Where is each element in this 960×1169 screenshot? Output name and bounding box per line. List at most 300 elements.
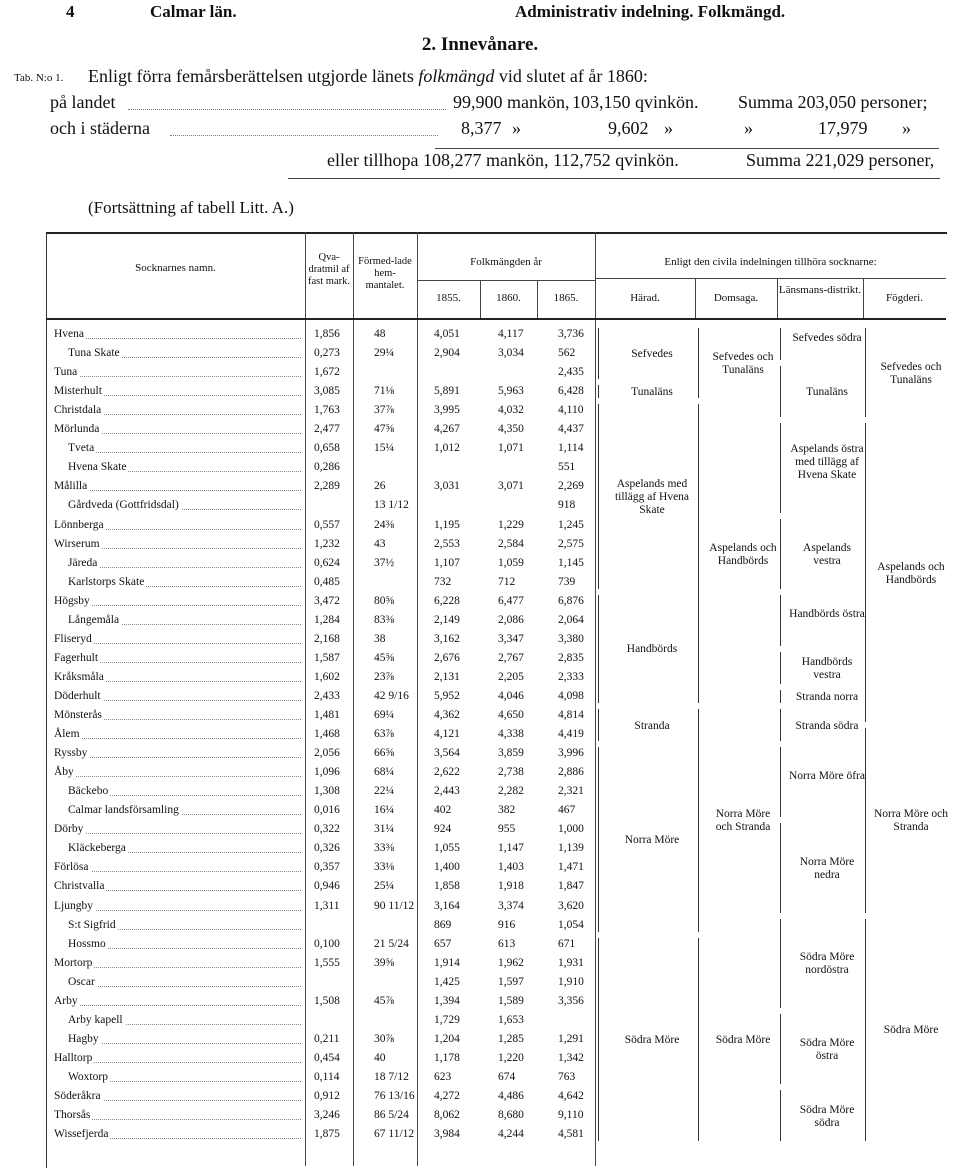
domsaga-group-label: Aspelands och Handbörds bbox=[709, 541, 777, 567]
population-1865: 562 bbox=[558, 347, 576, 360]
population-1865: 3,356 bbox=[558, 994, 584, 1007]
harad-group-label: Handbörds bbox=[626, 643, 678, 656]
col-header-population: Folkmängden år bbox=[470, 256, 542, 268]
population-1860: 2,584 bbox=[498, 537, 524, 550]
mantal-value: 83⅜ bbox=[374, 613, 395, 626]
mantal-value: 26 bbox=[374, 480, 386, 493]
parish-name: Hossmo bbox=[68, 937, 106, 950]
lansman-group-label: Södra Möre södra bbox=[799, 1103, 855, 1129]
area-value: 2,289 bbox=[314, 480, 340, 493]
table-row bbox=[46, 631, 946, 649]
parish-name: Tuna bbox=[54, 366, 78, 379]
sum-rule-bottom bbox=[288, 178, 940, 179]
area-value: 1,587 bbox=[314, 651, 340, 664]
mantal-value: 68¼ bbox=[374, 766, 395, 779]
area-value: 1,602 bbox=[314, 670, 340, 683]
parish-name: Halltorp bbox=[54, 1051, 93, 1064]
lansman-group-label: Sefvedes södra bbox=[792, 332, 862, 345]
population-1860: 6,477 bbox=[498, 594, 524, 607]
group-brace bbox=[698, 709, 699, 932]
mantal-value: 69¼ bbox=[374, 709, 395, 721]
population-1860: 2,086 bbox=[498, 613, 524, 626]
population-1860: 1,653 bbox=[498, 1013, 524, 1026]
population-1865: 2,321 bbox=[558, 785, 584, 798]
population-1865: 2,435 bbox=[558, 366, 584, 379]
parish-name: S:t Sigfrid bbox=[68, 918, 116, 931]
population-1860: 1,220 bbox=[498, 1051, 524, 1064]
mantal-value: 63⅞ bbox=[374, 728, 395, 741]
mantal-value: 31¼ bbox=[374, 823, 395, 836]
mantal-value: 39⅝ bbox=[374, 956, 395, 969]
population-1860: 674 bbox=[498, 1070, 516, 1083]
population-1865: 3,996 bbox=[558, 747, 584, 760]
harad-group-label: Tunaläns bbox=[631, 386, 673, 399]
parish-name: Hvena bbox=[54, 328, 85, 340]
group-brace bbox=[780, 423, 781, 512]
parish-name: Oscar bbox=[68, 975, 95, 988]
area-value: 0,211 bbox=[314, 1032, 340, 1045]
mantal-value: 33⅛ bbox=[374, 861, 395, 874]
parish-name: Tuna Skate bbox=[68, 347, 120, 360]
area-value: 1,308 bbox=[314, 785, 340, 798]
area-value: 0,286 bbox=[314, 461, 340, 474]
table-row bbox=[46, 917, 946, 935]
parish-name: Hvena Skate bbox=[68, 461, 127, 474]
population-1855: 4,121 bbox=[434, 728, 460, 741]
group-brace bbox=[598, 404, 599, 589]
population-1855: 1,858 bbox=[434, 880, 460, 893]
area-value: 0,100 bbox=[314, 937, 340, 950]
area-value: 2,056 bbox=[314, 747, 340, 760]
parish-name: Tveta bbox=[68, 442, 95, 455]
parish-name: Järeda bbox=[68, 556, 98, 569]
mantal-value: 47⅝ bbox=[374, 423, 395, 436]
area-value: 1,481 bbox=[314, 709, 340, 721]
col-header-domsaga: Domsaga. bbox=[713, 292, 759, 304]
parish-name: Långemåla bbox=[68, 613, 120, 626]
population-1855: 924 bbox=[434, 823, 452, 836]
population-1855: 4,267 bbox=[434, 423, 460, 436]
mantal-value: 30⅞ bbox=[374, 1032, 395, 1045]
mantal-value: 40 bbox=[374, 1051, 386, 1064]
group-brace bbox=[865, 919, 866, 1142]
population-1865: 551 bbox=[558, 461, 576, 474]
mantal-value: 37⅞ bbox=[374, 404, 395, 417]
population-1855: 1,394 bbox=[434, 994, 460, 1007]
population-1855: 402 bbox=[434, 804, 452, 817]
population-1860: 1,285 bbox=[498, 1032, 524, 1045]
parish-name: Söderåkra bbox=[54, 1090, 101, 1102]
population-1855: 1,914 bbox=[434, 956, 460, 969]
group-brace bbox=[780, 652, 781, 684]
population-1865: 739 bbox=[558, 575, 576, 588]
parish-name: Dörby bbox=[54, 823, 84, 836]
mantal-value: 23⅞ bbox=[374, 670, 395, 683]
parish-name: Mörlunda bbox=[54, 423, 100, 436]
population-1855: 2,149 bbox=[434, 613, 460, 626]
area-value: 0,454 bbox=[314, 1051, 340, 1064]
group-brace bbox=[598, 595, 599, 703]
group-brace bbox=[780, 1090, 781, 1141]
table-row bbox=[46, 802, 946, 820]
sum-rule bbox=[435, 148, 939, 149]
table-row bbox=[46, 497, 946, 515]
mantal-value: 29¼ bbox=[374, 347, 395, 360]
population-1860: 1,403 bbox=[498, 861, 524, 874]
mantal-value: 48 bbox=[374, 328, 386, 340]
lansman-group-label: Norra Möre nedra bbox=[799, 855, 855, 881]
lansman-group-label: Handbörds östra bbox=[789, 608, 865, 621]
lansman-group-label: Stranda norra bbox=[795, 690, 859, 703]
group-brace bbox=[698, 328, 699, 398]
population-1860: 955 bbox=[498, 823, 516, 836]
population-1865: 671 bbox=[558, 937, 576, 950]
area-value: 1,508 bbox=[314, 994, 340, 1007]
parish-name: Kråksmåla bbox=[54, 670, 104, 683]
population-1865: 1,847 bbox=[558, 880, 584, 893]
group-brace bbox=[780, 519, 781, 589]
parish-name: Woxtorp bbox=[68, 1070, 108, 1083]
population-1860: 1,918 bbox=[498, 880, 524, 893]
population-1855: 732 bbox=[434, 575, 452, 588]
population-1860: 712 bbox=[498, 575, 516, 588]
table-row bbox=[46, 745, 946, 763]
lansman-group-label: Södra Möre östra bbox=[799, 1036, 855, 1062]
col-header-lansman: Länsmans-distrikt. bbox=[778, 284, 862, 296]
population-1860: 3,347 bbox=[498, 632, 524, 645]
area-value: 1,875 bbox=[314, 1128, 340, 1141]
area-value: 0,016 bbox=[314, 804, 340, 817]
parish-name: Ålem bbox=[54, 728, 80, 741]
population-1860: 1,229 bbox=[498, 518, 524, 531]
parish-name: Bäckebo bbox=[68, 785, 109, 798]
lansman-group-label: Norra Möre öfra bbox=[789, 770, 865, 783]
population-1860: 4,244 bbox=[498, 1128, 524, 1141]
parish-name: Arby kapell bbox=[68, 1013, 123, 1026]
population-1865: 467 bbox=[558, 804, 576, 817]
harad-group-label: Aspelands med tillägg af Hvena Skate bbox=[614, 477, 690, 516]
population-1855: 657 bbox=[434, 937, 452, 950]
lansman-group-label: Handbörds vestra bbox=[801, 655, 853, 681]
parish-name: Christvalla bbox=[54, 880, 105, 893]
col-header-area: Qva-dratmil af fast mark. bbox=[308, 252, 350, 287]
mantal-value: 38 bbox=[374, 632, 386, 645]
area-value: 0,357 bbox=[314, 861, 340, 874]
area-value: 0,485 bbox=[314, 575, 340, 588]
page-header bbox=[0, 0, 960, 30]
col-header-civil: Enligt den civila indelningen tillhöra socknarne: bbox=[664, 256, 877, 268]
population-1860: 3,859 bbox=[498, 747, 524, 760]
population-1855: 1,425 bbox=[434, 975, 460, 988]
population-1865: 1,291 bbox=[558, 1032, 584, 1045]
area-value: 0,557 bbox=[314, 518, 340, 531]
population-1860: 4,350 bbox=[498, 423, 524, 436]
population-1865: 1,342 bbox=[558, 1051, 584, 1064]
population-1860: 1,589 bbox=[498, 994, 524, 1007]
population-1855: 1,204 bbox=[434, 1032, 460, 1045]
area-value: 0,912 bbox=[314, 1090, 340, 1102]
population-1865: 4,098 bbox=[558, 689, 584, 702]
parish-name: Wissefjerda bbox=[54, 1128, 109, 1141]
fogderi-group-label: Sefvedes och Tunaläns bbox=[880, 360, 942, 386]
mantal-value: 90 11/12 bbox=[374, 899, 415, 912]
area-value: 2,433 bbox=[314, 689, 340, 702]
area-value: 1,096 bbox=[314, 766, 340, 779]
area-value: 1,555 bbox=[314, 956, 340, 969]
population-1860: 4,486 bbox=[498, 1090, 524, 1102]
fogderi-group-label: Aspelands och Handbörds bbox=[877, 560, 945, 586]
population-1860: 1,597 bbox=[498, 975, 524, 988]
area-value: 1,763 bbox=[314, 404, 340, 417]
fogderi-group-label: Norra Möre och Stranda bbox=[873, 808, 949, 834]
population-1855: 869 bbox=[434, 918, 452, 931]
parish-name: Målilla bbox=[54, 480, 88, 493]
population-1860: 382 bbox=[498, 804, 516, 817]
population-1860: 1,962 bbox=[498, 956, 524, 969]
parish-name: Högsby bbox=[54, 594, 90, 607]
population-1865: 2,886 bbox=[558, 766, 584, 779]
population-1855: 2,676 bbox=[434, 651, 460, 664]
mantal-value: 43 bbox=[374, 537, 386, 550]
mantal-value: 13 1/12 bbox=[374, 499, 409, 512]
mantal-value: 42 9/16 bbox=[374, 689, 409, 702]
group-brace bbox=[865, 328, 866, 417]
population-1865: 1,054 bbox=[558, 918, 584, 931]
mantal-value: 15¼ bbox=[374, 442, 395, 455]
domsaga-group-label: Sefvedes och Tunaläns bbox=[712, 351, 774, 377]
population-1855: 6,228 bbox=[434, 594, 460, 607]
group-brace bbox=[780, 709, 781, 741]
parish-name: Ryssby bbox=[54, 747, 88, 760]
population-1865: 1,114 bbox=[558, 442, 584, 455]
group-brace bbox=[780, 823, 781, 912]
population-1865: 4,642 bbox=[558, 1090, 584, 1102]
population-1865: 4,581 bbox=[558, 1128, 584, 1141]
intro-line-total: eller tillhopa 108,277 mankön, 112,752 qvinkön. Summa 221,029 personer, bbox=[327, 150, 935, 170]
population-1865: 918 bbox=[558, 499, 576, 512]
area-value: 0,658 bbox=[314, 442, 340, 455]
table-row bbox=[46, 402, 946, 420]
population-1865: 6,428 bbox=[558, 385, 584, 398]
area-value: 3,246 bbox=[314, 1109, 340, 1122]
page-number: 4 bbox=[66, 2, 75, 21]
population-1865: 4,419 bbox=[558, 728, 584, 741]
col-header-name: Socknarnes namn. bbox=[135, 262, 216, 274]
population-1855: 1,107 bbox=[434, 556, 460, 569]
population-1860: 4,117 bbox=[498, 328, 524, 340]
harad-group-label: Stranda bbox=[634, 719, 670, 732]
col-header-fogderi: Fögderi. bbox=[886, 292, 923, 304]
parish-name: Wirserum bbox=[54, 537, 100, 550]
area-value: 1,468 bbox=[314, 728, 340, 741]
table-row bbox=[46, 364, 946, 382]
table-row bbox=[46, 1012, 946, 1030]
mantal-value: 45⅝ bbox=[374, 651, 395, 664]
intro-line-land: på landet 99,900 mankön, 103,150 qvinkön. Summa 203,050 personer; bbox=[50, 92, 928, 112]
parish-name: Mönsterås bbox=[54, 709, 102, 721]
population-1855: 2,443 bbox=[434, 785, 460, 798]
population-1865: 3,380 bbox=[558, 632, 584, 645]
mantal-value: 80⅝ bbox=[374, 594, 395, 607]
table-row bbox=[46, 421, 946, 439]
table-row bbox=[46, 345, 946, 363]
table-row bbox=[46, 1069, 946, 1087]
population-1860: 613 bbox=[498, 937, 516, 950]
area-value: 2,168 bbox=[314, 632, 340, 645]
intro-lead-text: Enligt förra femårsberättelsen utgjorde länets folkmängd vid slutet af år 1860: bbox=[88, 66, 648, 86]
population-1855: 1,055 bbox=[434, 842, 460, 855]
parish-name: Mortorp bbox=[54, 956, 93, 969]
population-1865: 9,110 bbox=[558, 1109, 584, 1122]
population-1855: 5,891 bbox=[434, 385, 460, 398]
population-1855: 1,400 bbox=[434, 861, 460, 874]
population-1855: 2,622 bbox=[434, 766, 460, 779]
harad-group-label: Norra Möre bbox=[624, 833, 680, 846]
parish-name: Misterhult bbox=[54, 385, 102, 398]
continuation-note: (Fortsättning af tabell Litt. A.) bbox=[88, 198, 294, 217]
table-row bbox=[46, 517, 946, 535]
parish-name: Gårdveda (Gottfridsdal) bbox=[68, 499, 179, 512]
table-row bbox=[46, 993, 946, 1011]
group-brace bbox=[780, 919, 781, 1008]
population-1865: 1,145 bbox=[558, 556, 584, 569]
group-brace bbox=[780, 747, 781, 817]
parish-name: Lönnberga bbox=[54, 518, 104, 531]
mantal-value: 37½ bbox=[374, 556, 395, 569]
population-1855: 1,178 bbox=[434, 1051, 460, 1064]
mantal-value: 86 5/24 bbox=[374, 1109, 409, 1122]
parish-name: Thorsås bbox=[54, 1109, 91, 1122]
county-title: Calmar län. bbox=[150, 2, 237, 21]
mantal-value: 45⅞ bbox=[374, 994, 395, 1007]
table-reference: Tab. N:o 1. bbox=[14, 72, 64, 84]
domsaga-group-label: Södra Möre bbox=[715, 1033, 771, 1046]
group-brace bbox=[698, 938, 699, 1142]
population-1855: 4,362 bbox=[434, 709, 460, 721]
running-title: Administrativ indelning. Folkmängd. bbox=[515, 2, 786, 21]
population-1865: 1,245 bbox=[558, 518, 584, 531]
area-value: 1,311 bbox=[314, 899, 340, 912]
population-1855: 3,162 bbox=[434, 632, 460, 645]
parish-name: Christdala bbox=[54, 404, 102, 417]
lansman-group-label: Tunaläns bbox=[806, 386, 848, 399]
population-1855: 1,195 bbox=[434, 518, 460, 531]
col-header-harad: Härad. bbox=[630, 292, 660, 304]
table-row bbox=[46, 783, 946, 801]
population-1860: 3,034 bbox=[498, 347, 524, 360]
population-1855: 3,031 bbox=[434, 480, 460, 493]
population-1865: 1,931 bbox=[558, 956, 584, 969]
population-1865: 4,437 bbox=[558, 423, 584, 436]
population-1855: 1,729 bbox=[434, 1013, 460, 1026]
population-1860: 3,071 bbox=[498, 480, 524, 493]
lansman-group-label: Aspelands vestra bbox=[803, 541, 851, 567]
group-brace bbox=[598, 328, 599, 379]
population-1865: 2,333 bbox=[558, 670, 584, 683]
harad-group-label: Södra Möre bbox=[624, 1033, 680, 1046]
population-1855: 2,131 bbox=[434, 670, 460, 683]
population-1860: 8,680 bbox=[498, 1109, 524, 1122]
intro-lead bbox=[0, 66, 960, 94]
parish-name: Ljungby bbox=[54, 899, 93, 912]
area-value: 2,477 bbox=[314, 423, 340, 436]
population-1860: 1,071 bbox=[498, 442, 524, 455]
population-1855: 2,553 bbox=[434, 537, 460, 550]
col-header-mantal: Förmed-lade hem-mantalet. bbox=[358, 256, 412, 291]
mantal-value: 76 13/16 bbox=[374, 1090, 415, 1102]
population-1855: 4,051 bbox=[434, 328, 460, 340]
population-1860: 916 bbox=[498, 918, 516, 931]
population-1865: 3,736 bbox=[558, 328, 584, 340]
population-1860: 1,059 bbox=[498, 556, 524, 569]
population-1860: 5,963 bbox=[498, 385, 524, 398]
parish-name: Fagerhult bbox=[54, 651, 99, 664]
population-1865: 1,910 bbox=[558, 975, 584, 988]
area-value: 1,672 bbox=[314, 366, 340, 379]
population-1860: 4,032 bbox=[498, 404, 524, 417]
population-1855: 3,984 bbox=[434, 1128, 460, 1141]
area-value: 0,322 bbox=[314, 823, 340, 836]
population-1860: 2,282 bbox=[498, 785, 524, 798]
group-brace bbox=[780, 328, 781, 360]
population-1855: 4,272 bbox=[434, 1090, 460, 1102]
parish-name: Calmar landsförsamling bbox=[68, 804, 179, 817]
mantal-value: 21 5/24 bbox=[374, 937, 409, 950]
area-value: 0,326 bbox=[314, 842, 340, 855]
group-brace bbox=[865, 728, 866, 913]
population-1860: 2,738 bbox=[498, 766, 524, 779]
parish-name: Fliseryd bbox=[54, 632, 92, 645]
area-value: 0,273 bbox=[314, 347, 340, 360]
parish-name: Hagby bbox=[68, 1032, 99, 1045]
population-1855: 5,952 bbox=[434, 689, 460, 702]
mantal-value: 24⅜ bbox=[374, 518, 395, 531]
population-1860: 1,147 bbox=[498, 842, 524, 855]
area-value: 0,624 bbox=[314, 556, 340, 569]
mantal-value: 67 11/12 bbox=[374, 1128, 415, 1141]
area-value: 1,232 bbox=[314, 537, 340, 550]
mantal-value: 22¼ bbox=[374, 785, 395, 798]
table-row bbox=[46, 821, 946, 839]
lansman-group-label: Aspelands östra med tillägg af Hvena Skate bbox=[790, 442, 864, 481]
lansman-group-label: Stranda södra bbox=[795, 719, 859, 732]
population-1865: 1,139 bbox=[558, 842, 584, 855]
mantal-value: 18 7/12 bbox=[374, 1070, 409, 1083]
population-1865: 2,835 bbox=[558, 651, 584, 664]
group-brace bbox=[598, 709, 599, 741]
fogderi-group-label: Södra Möre bbox=[883, 1024, 939, 1037]
population-1860: 2,767 bbox=[498, 651, 524, 664]
mantal-value: 66⅝ bbox=[374, 747, 395, 760]
group-brace bbox=[865, 423, 866, 722]
group-brace bbox=[598, 747, 599, 932]
population-1865: 763 bbox=[558, 1070, 576, 1083]
parish-name: Förlösa bbox=[54, 861, 89, 874]
group-brace bbox=[698, 404, 699, 703]
population-1865: 1,471 bbox=[558, 861, 584, 874]
population-1865: 4,814 bbox=[558, 709, 584, 721]
population-1860: 4,650 bbox=[498, 709, 524, 721]
population-1855: 623 bbox=[434, 1070, 452, 1083]
population-1855: 8,062 bbox=[434, 1109, 460, 1122]
parish-name: Karlstorps Skate bbox=[68, 575, 145, 588]
population-1855: 1,012 bbox=[434, 442, 460, 455]
intro-line-city: och i städerna 8,377 » 9,602 » » 17,979 » bbox=[50, 118, 911, 138]
parish-name: Döderhult bbox=[54, 689, 101, 702]
population-1860: 4,338 bbox=[498, 728, 524, 741]
population-1865: 4,110 bbox=[558, 404, 584, 417]
area-value: 1,856 bbox=[314, 328, 340, 340]
